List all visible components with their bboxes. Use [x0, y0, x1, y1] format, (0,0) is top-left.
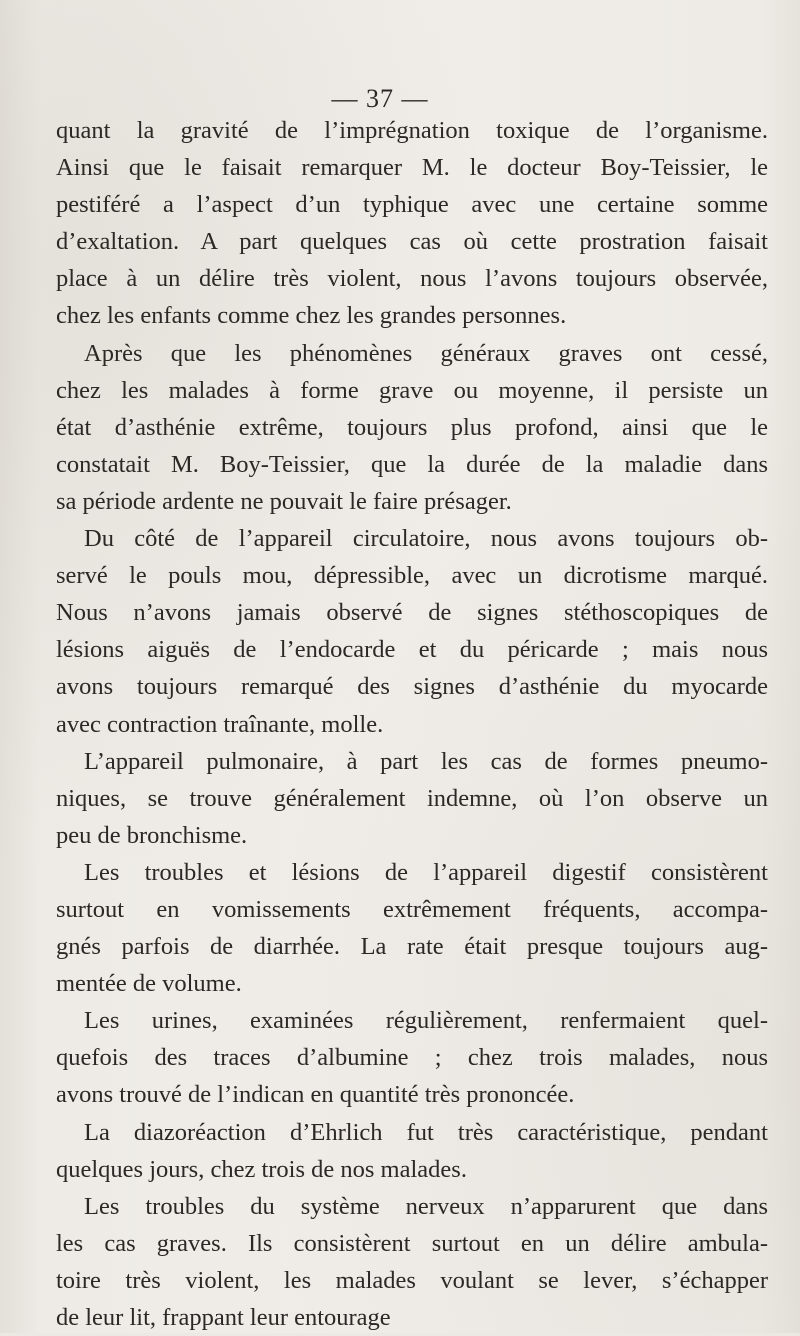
text-line: toire très violent, les malades voulant se lever, s’échapper — [56, 1266, 768, 1294]
text-line: quefois des traces d’albumine ; chez trois malades, nous — [56, 1044, 768, 1072]
text-line: constatait M. Boy-Teissier, que la durée de la maladie dans — [56, 450, 768, 478]
text-line: état d’asthénie extrême, toujours plus profond, ainsi que le — [56, 413, 768, 441]
text-line: La diazoréaction d’Ehrlich fut très caractéristique, pendant — [84, 1118, 768, 1146]
text-line: Après que les phénomènes généraux graves ont cessé, — [84, 339, 768, 367]
text-line: chez les enfants comme chez les grandes personnes. — [56, 302, 567, 330]
text-line: les cas graves. Ils consistèrent surtout en un délire ambula- — [56, 1229, 768, 1257]
text-line: Les troubles du système nerveux n’apparurent que dans — [84, 1192, 768, 1220]
text-line: lésions aiguës de l’endocarde et du péricarde ; mais nous — [56, 636, 768, 664]
text-line: de leur lit, frappant leur entourage — [56, 1304, 391, 1331]
text-line: Ainsi que le faisait remarquer M. le docteur Boy-Teissier, le — [56, 154, 768, 182]
text-line: peu de bronchisme. — [56, 821, 248, 849]
text-line: gnés parfois de diarrhée. La rate était presque toujours aug- — [56, 933, 768, 961]
text-line: Nous n’avons jamais observé de signes stéthoscopiques de — [56, 599, 768, 627]
text-line: d’exaltation. A part quelques cas où cette prostration faisait — [56, 228, 768, 256]
text-line: avons toujours remarqué des signes d’asthénie du myocarde — [56, 673, 768, 701]
page-number: — 37 — — [331, 84, 429, 113]
text-line: servé le pouls mou, dépressible, avec un dicrotisme marqué. — [56, 562, 768, 590]
text-line: surtout en vomissements extrêmement fréquents, accompa- — [56, 895, 768, 923]
text-line: quelques jours, chez trois de nos malades. — [56, 1155, 467, 1183]
text-line: pestiféré a l’aspect d’un typhique avec une certaine somme — [56, 191, 768, 219]
text-line: place à un délire très violent, nous l’avons toujours observée, — [56, 265, 768, 293]
text-line: L’appareil pulmonaire, à part les cas de formes pneumo- — [84, 747, 768, 775]
text-line: niques, se trouve généralement indemne, où l’on observe un — [56, 784, 768, 812]
text-line: quant la gravité de l’imprégnation toxique de l’organisme. — [56, 117, 768, 144]
text-line: chez les malades à forme grave ou moyenne, il persiste un — [56, 376, 768, 404]
text-line: Du côté de l’appareil circulatoire, nous avons toujours ob- — [84, 525, 768, 553]
text-line: Les troubles et lésions de l’appareil digestif consistèrent — [84, 858, 768, 886]
text-line: avons trouvé de l’indican en quantité très prononcée. — [56, 1081, 575, 1109]
text-line: Les urines, examinées régulièrement, renfermaient quel- — [84, 1007, 768, 1035]
body-text — [56, 112, 768, 1336]
text-line: avec contraction traînante, molle. — [56, 710, 384, 738]
text-line: sa période ardente ne pouvait le faire présager. — [56, 487, 512, 515]
text-line: mentée de volume. — [56, 970, 242, 998]
